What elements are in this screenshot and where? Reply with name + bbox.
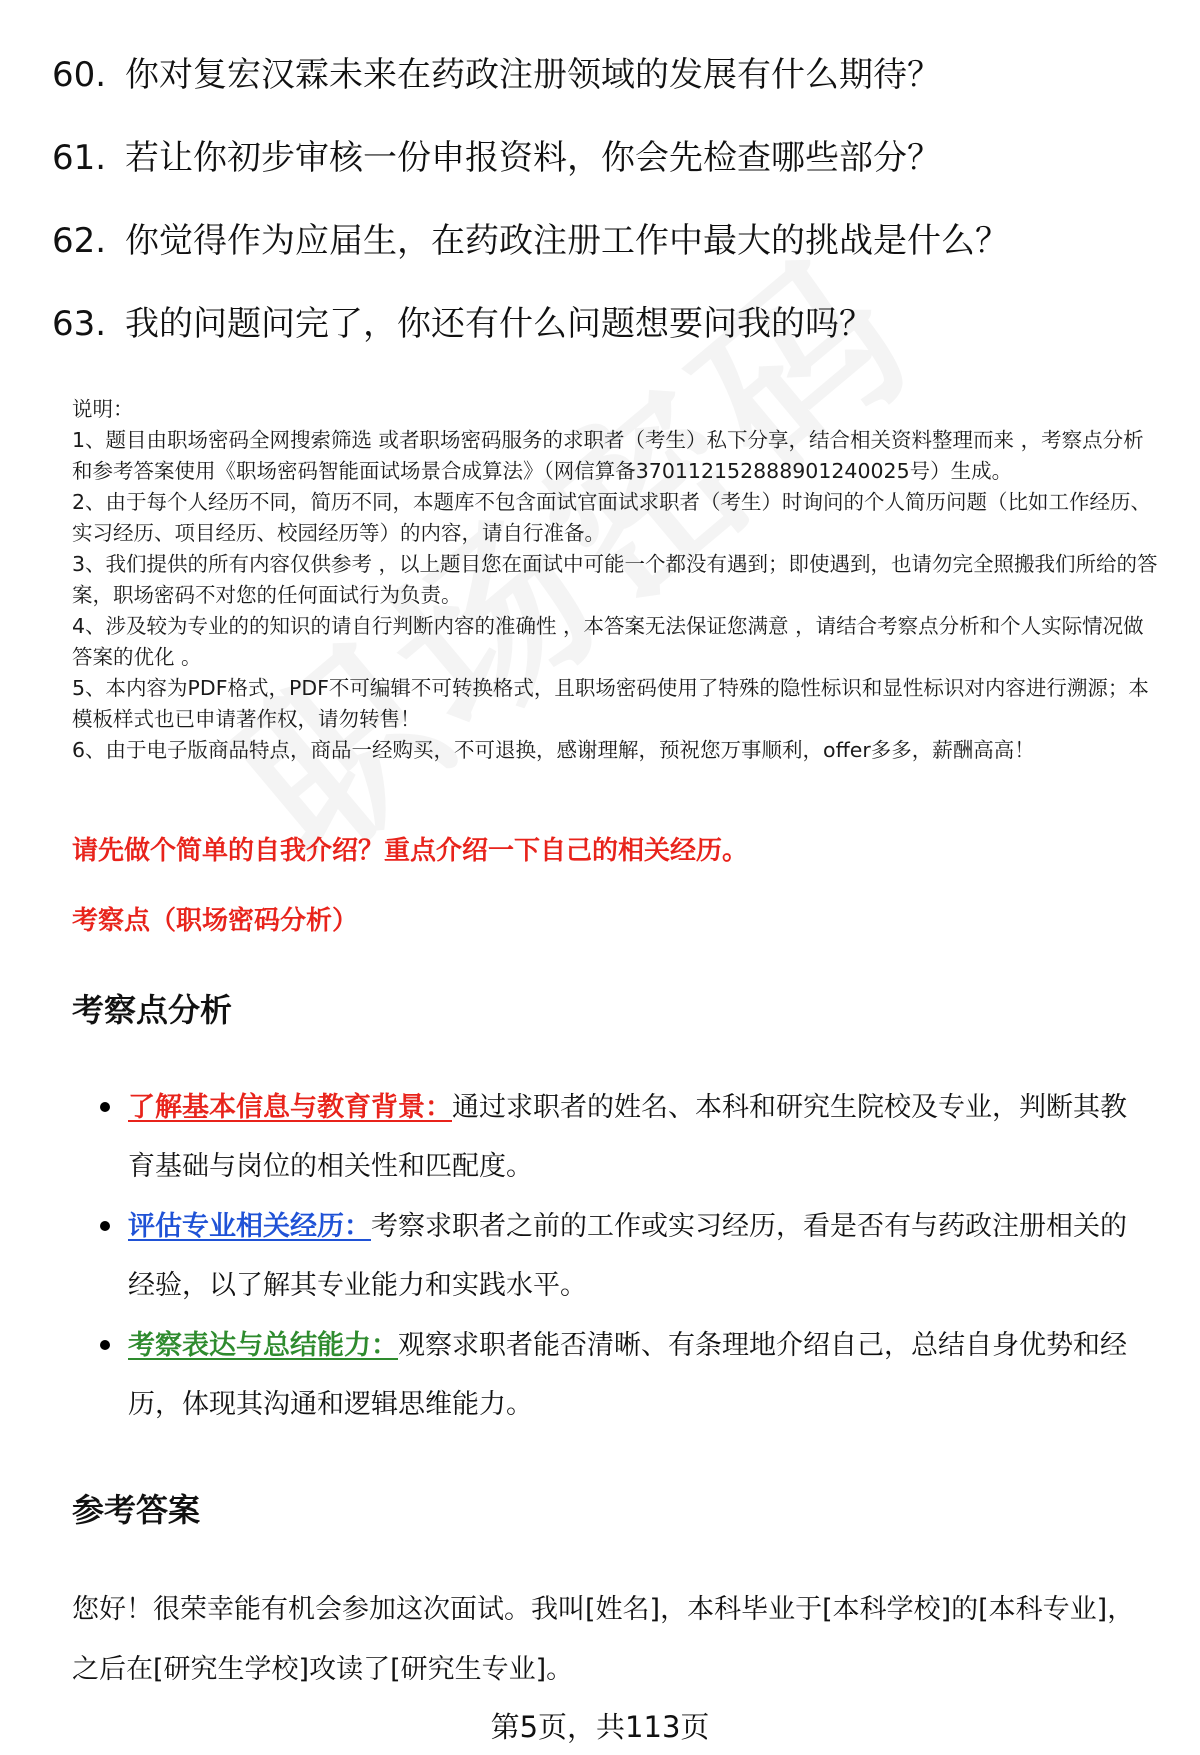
- question-number: 61.: [52, 138, 107, 178]
- bullet-icon: [100, 1221, 110, 1231]
- point-label: 考察表达与总结能力：: [128, 1330, 398, 1361]
- analysis-point: [72, 1197, 1152, 1315]
- point-text: 考察求职者之前的工作或实习经历，看是否有与药政注册相关的经验，以了解其专业能力和实践水平。: [128, 1211, 1127, 1301]
- analysis-point-list: [72, 1078, 1152, 1435]
- question-number: 60.: [52, 55, 107, 95]
- note-item: 4、涉及较为专业的的知识的请自行判断内容的准确性 ，本答案无法保证您满意 ，请结合考察点分析和个人实际情况做答案的优化 。: [72, 614, 1144, 669]
- answer-paragraph: 您好！很荣幸能有机会参加这次面试。我叫[姓名]，本科毕业于[本科学校]的[本科专业]，之后在[研究生学校]攻读了[研究生专业]。: [72, 1594, 1135, 1685]
- question-number: 62.: [52, 221, 107, 261]
- note-item: 2、由于每个人经历不同，简历不同，本题库不包含面试官面试求职者（考生）时询问的个人简历问题（比如工作经历、实习经历、项目经历、校园经历等）的内容，请自行准备。: [72, 490, 1152, 545]
- question-text: 我的问题问完了，你还有什么问题想要问我的吗？: [125, 304, 873, 344]
- notes-section: [72, 394, 1162, 766]
- page-footer: 第5页，共113页: [490, 1710, 710, 1744]
- analysis-point: [72, 1078, 1152, 1196]
- interview-question-title: 请先做个简单的自我介绍？重点介绍一下自己的相关经历。: [72, 836, 749, 866]
- exam-point-title: 考察点（职场密码分析）: [72, 906, 359, 936]
- note-item: 3、我们提供的所有内容仅供参考 ，以上题目您在面试中可能一个都没有遇到；即使遇到，也请勿完全照搬我们所给的答案，职场密码不对您的任何面试行为负责。: [72, 552, 1158, 607]
- point-text: 通过求职者的姓名、本科和研究生院校及专业，判断其教育基础与岗位的相关性和匹配度。: [128, 1092, 1127, 1182]
- notes-heading: 说明：: [72, 397, 134, 421]
- question-item: [52, 304, 1152, 344]
- note-item: 6、由于电子版商品特点，商品一经购买，不可退换，感谢理解，预祝您万事顺利，offer多多，薪酬高高！: [72, 738, 1035, 762]
- note-item: 1、题目由职场密码全网搜索筛选 或者职场密码服务的求职者（考生）私下分享，结合相关资料整理而来 ，考察点分析和参考答案使用《职场密码智能面试场景合成算法》（网信算备370112152888901240025号）生成。: [72, 428, 1144, 483]
- analysis-point: [72, 1316, 1152, 1434]
- bullet-icon: [100, 1102, 110, 1112]
- bullet-icon: [100, 1340, 110, 1350]
- question-item: [52, 55, 1152, 95]
- point-label: 评估专业相关经历：: [128, 1211, 371, 1242]
- note-item: 5、本内容为PDF格式，PDF不可编辑不可转换格式，且职场密码使用了特殊的隐性标识和显性标识对内容进行溯源；本模板样式也已申请著作权，请勿转售！: [72, 676, 1149, 731]
- analysis-heading: 考察点分析: [72, 991, 233, 1029]
- question-list: [52, 55, 1152, 387]
- question-item: [52, 221, 1152, 261]
- point-label: 了解基本信息与教育背景：: [128, 1092, 452, 1123]
- answer-heading: 参考答案: [72, 1491, 201, 1529]
- reference-answer: [72, 1580, 1152, 1700]
- question-text: 你对复宏汉霖未来在药政注册领域的发展有什么期待？: [125, 55, 941, 95]
- point-text: 观察求职者能否清晰、有条理地介绍自己，总结自身优势和经历，体现其沟通和逻辑思维能力。: [128, 1330, 1127, 1420]
- question-text: 若让你初步审核一份申报资料，你会先检查哪些部分？: [125, 138, 941, 178]
- question-text: 你觉得作为应届生，在药政注册工作中最大的挑战是什么？: [125, 221, 1009, 261]
- question-item: [52, 138, 1152, 178]
- question-number: 63.: [52, 304, 107, 344]
